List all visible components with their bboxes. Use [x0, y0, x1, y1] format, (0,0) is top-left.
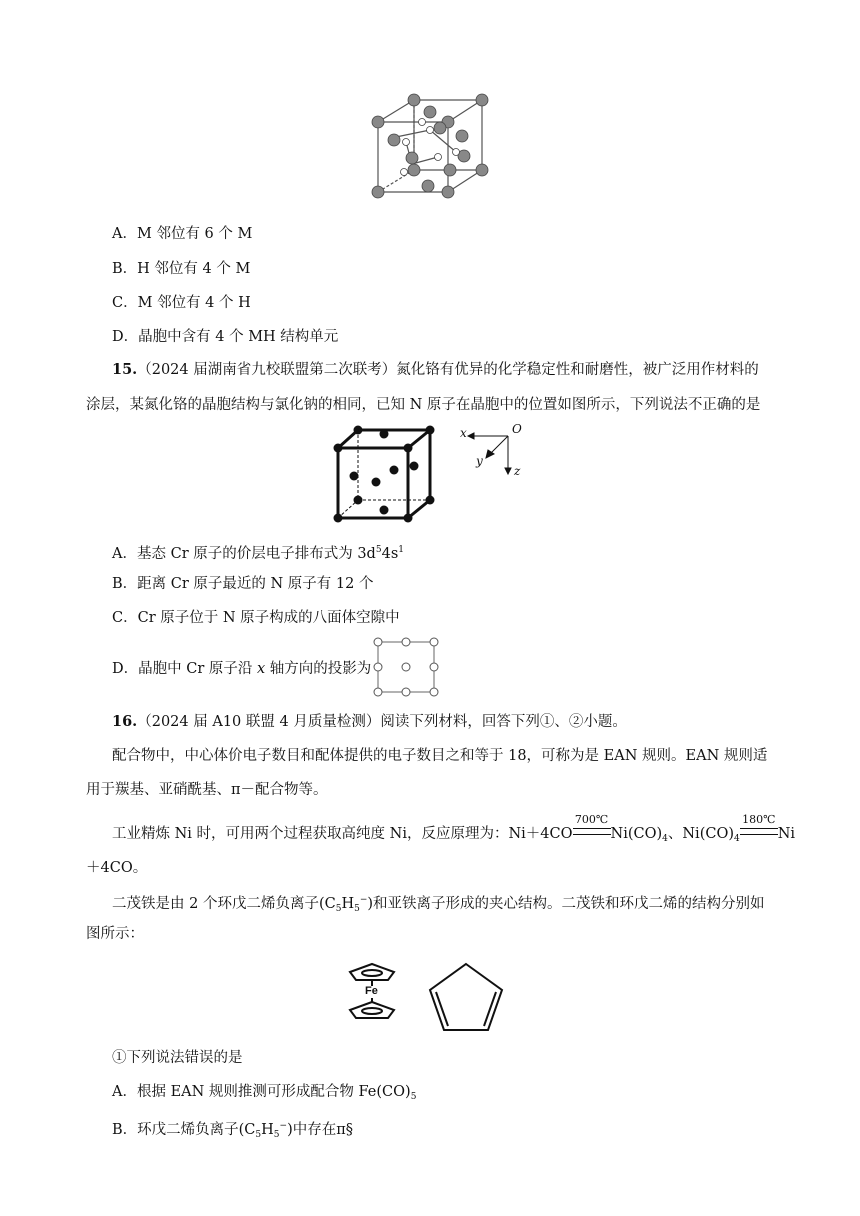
q15-stem-line1: 15.（2024 届湖南省九校联盟第二次联考）氮化铬有优异的化学稳定性和耐磨性，被广泛用作材料的 [112, 361, 759, 378]
reaction-arrow-700: 700℃ [573, 824, 611, 844]
q15-stem-line2: 涂层，某氮化铬的晶胞结构与氯化钠的相同，已知 N 原子在晶胞中的位置如图所示，下列说法不正确的是 [86, 397, 761, 413]
q14-option-c: C．M 邻位有 4 个 H [112, 295, 251, 311]
q16-paragraph2-line2: ＋4CO。 [86, 860, 148, 876]
cyclopentadiene-figure [420, 958, 512, 1034]
q16-paragraph3-line2: 图所示： [86, 926, 144, 942]
axis-o-label: O [512, 422, 522, 436]
mh-unit-cell-figure [366, 92, 496, 210]
fe-label: Fe [365, 985, 378, 997]
axis-y-label: y [476, 454, 483, 468]
q15-option-c: C．Cr 原子位于 N 原子构成的八面体空隙中 [112, 610, 400, 626]
axes-arrows [456, 424, 536, 484]
q14-option-a: A．M 邻位有 6 个 M [112, 226, 253, 242]
axis-z-label: z [514, 464, 521, 478]
axis-x-label: x [460, 426, 467, 440]
q14-option-d: D．晶胞中含有 4 个 MH 结构单元 [112, 329, 339, 345]
projection-figure [372, 636, 442, 698]
q15-option-d: D．晶胞中 Cr 原子沿 x 轴方向的投影为 [112, 661, 372, 677]
reaction-arrow-180: 180℃ [740, 824, 778, 844]
q16-paragraph3-line1: 二茂铁是由 2 个环戊二烯负离子$(C_5H_5^-)$和亚铁离子形成的夹心结构。二茂铁和环戊二烯的结构分别如 [112, 895, 765, 914]
q15-number: 15. [112, 361, 138, 378]
ferrocene-figure [342, 958, 402, 1034]
q16-stem: 16.（2024 届 A10 联盟 4 月质量检测）阅读下列材料，回答下列①、②小题。 [112, 713, 627, 730]
q15-option-b: B．距离 Cr 原子最近的 N 原子有 12 个 [112, 576, 374, 592]
q16-number: 16. [112, 713, 138, 730]
q16-option-b: B．环戊二烯负离子$(C_5H_5^-)$中存在π§ [112, 1121, 354, 1140]
q15-option-a: A．基态 Cr 原子的价层电子排布式为 $3d^54s^1$ [112, 545, 404, 562]
axes-figure [456, 424, 536, 484]
crn-unit-cell-figure [326, 420, 440, 528]
q16-subquestion-1: ①下列说法错误的是 [112, 1050, 243, 1066]
q16-option-a: A．根据 EAN 规则推测可形成配合物 $Fe(CO)_5$ [112, 1084, 417, 1102]
q16-paragraph1-line2: 用于羰基、亚硝酰基、π－配合物等。 [86, 782, 328, 798]
q16-paragraph2-line1: 工业精炼 Ni 时，可用两个过程获取高纯度 Ni，反应原理为：Ni＋4CO 700℃ $Ni(CO)_4$、$Ni(CO)_4$ 180℃ Ni [112, 813, 796, 844]
q16-paragraph1-line1: 配合物中，中心体价电子数目和配体提供的电子数目之和等于 18，可称为是 EAN 规则。EAN 规则适 [112, 748, 768, 764]
q14-option-b: B．H 邻位有 4 个 M [112, 261, 251, 277]
